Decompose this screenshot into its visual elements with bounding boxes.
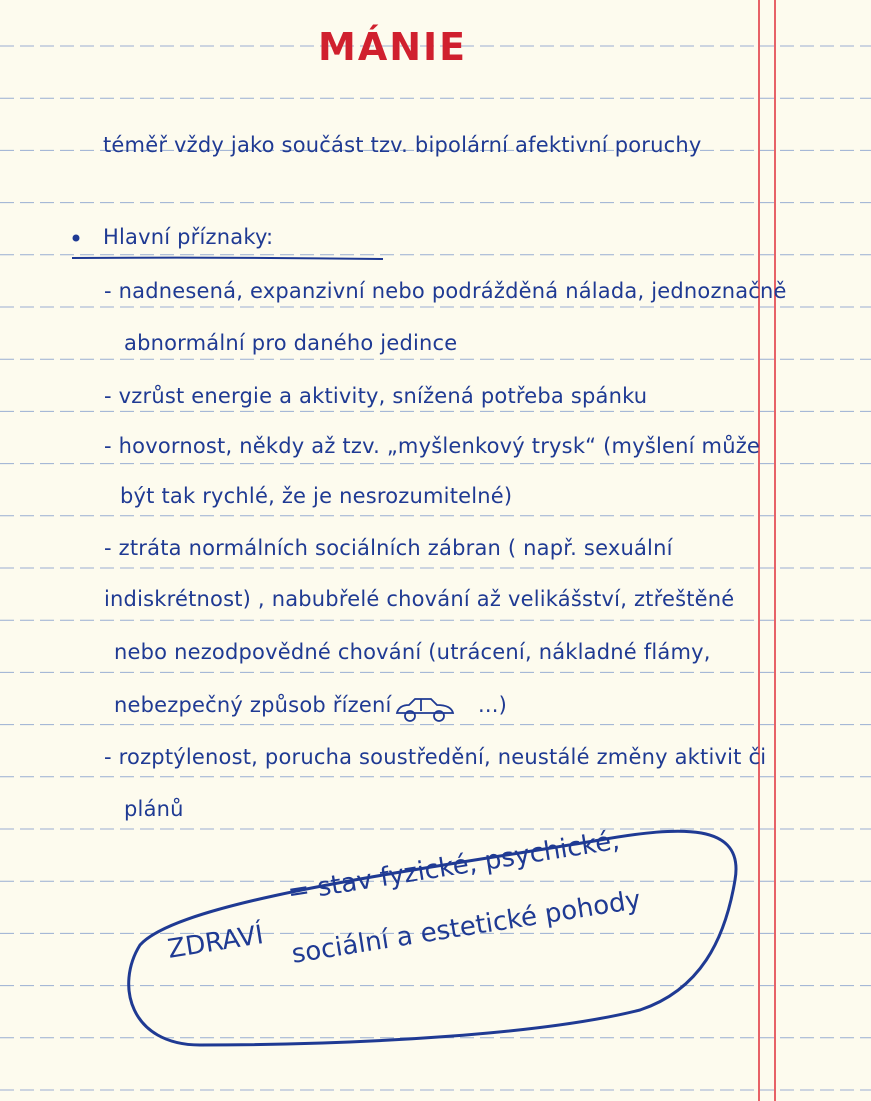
definition-line-1: = stav fyzické, psychické,	[285, 825, 622, 908]
symptom-line: - nadnesená, expanzivní nebo podrážděná nálada, jednoznačně	[104, 279, 787, 303]
symptom-line: indiskrétnost) , nabubřelé chování až velikášství, ztřeštěné	[104, 587, 735, 611]
intro-text: téměř vždy jako součást tzv. bipolární afektivní poruchy	[103, 133, 702, 157]
definition-line-2: sociální a estetické pohody	[289, 884, 643, 970]
symptom-line: abnormální pro daného jedince	[124, 331, 458, 355]
symptom-line: nebo nezodpovědné chování (utrácení, nákladné flámy,	[114, 640, 711, 664]
car-doodle-icon	[397, 699, 453, 721]
heading-underline	[72, 258, 383, 259]
symptom-line: nebezpečný způsob řízení	[114, 693, 392, 717]
page-title: MÁNIE	[318, 25, 468, 69]
symptom-line: být tak rychlé, že je nesrozumitelné)	[120, 484, 513, 508]
symptom-line-end: ...)	[478, 693, 508, 717]
symptom-line: - rozptýlenost, porucha soustředění, neustálé změny aktivit či	[104, 745, 767, 769]
section-heading: Hlavní příznaky:	[103, 225, 274, 249]
definition-keyword: ZDRAVÍ	[165, 920, 266, 965]
symptom-line: - vzrůst energie a aktivity, snížená potřeba spánku	[104, 384, 648, 408]
symptom-line: - ztráta normálních sociálních zábran ( např. sexuální	[104, 536, 673, 560]
symptom-line: - hovornost, někdy až tzv. „myšlenkový trysk“ (myšlení může	[104, 434, 761, 458]
symptom-line: plánů	[124, 797, 184, 821]
bullet-dot	[73, 235, 80, 242]
